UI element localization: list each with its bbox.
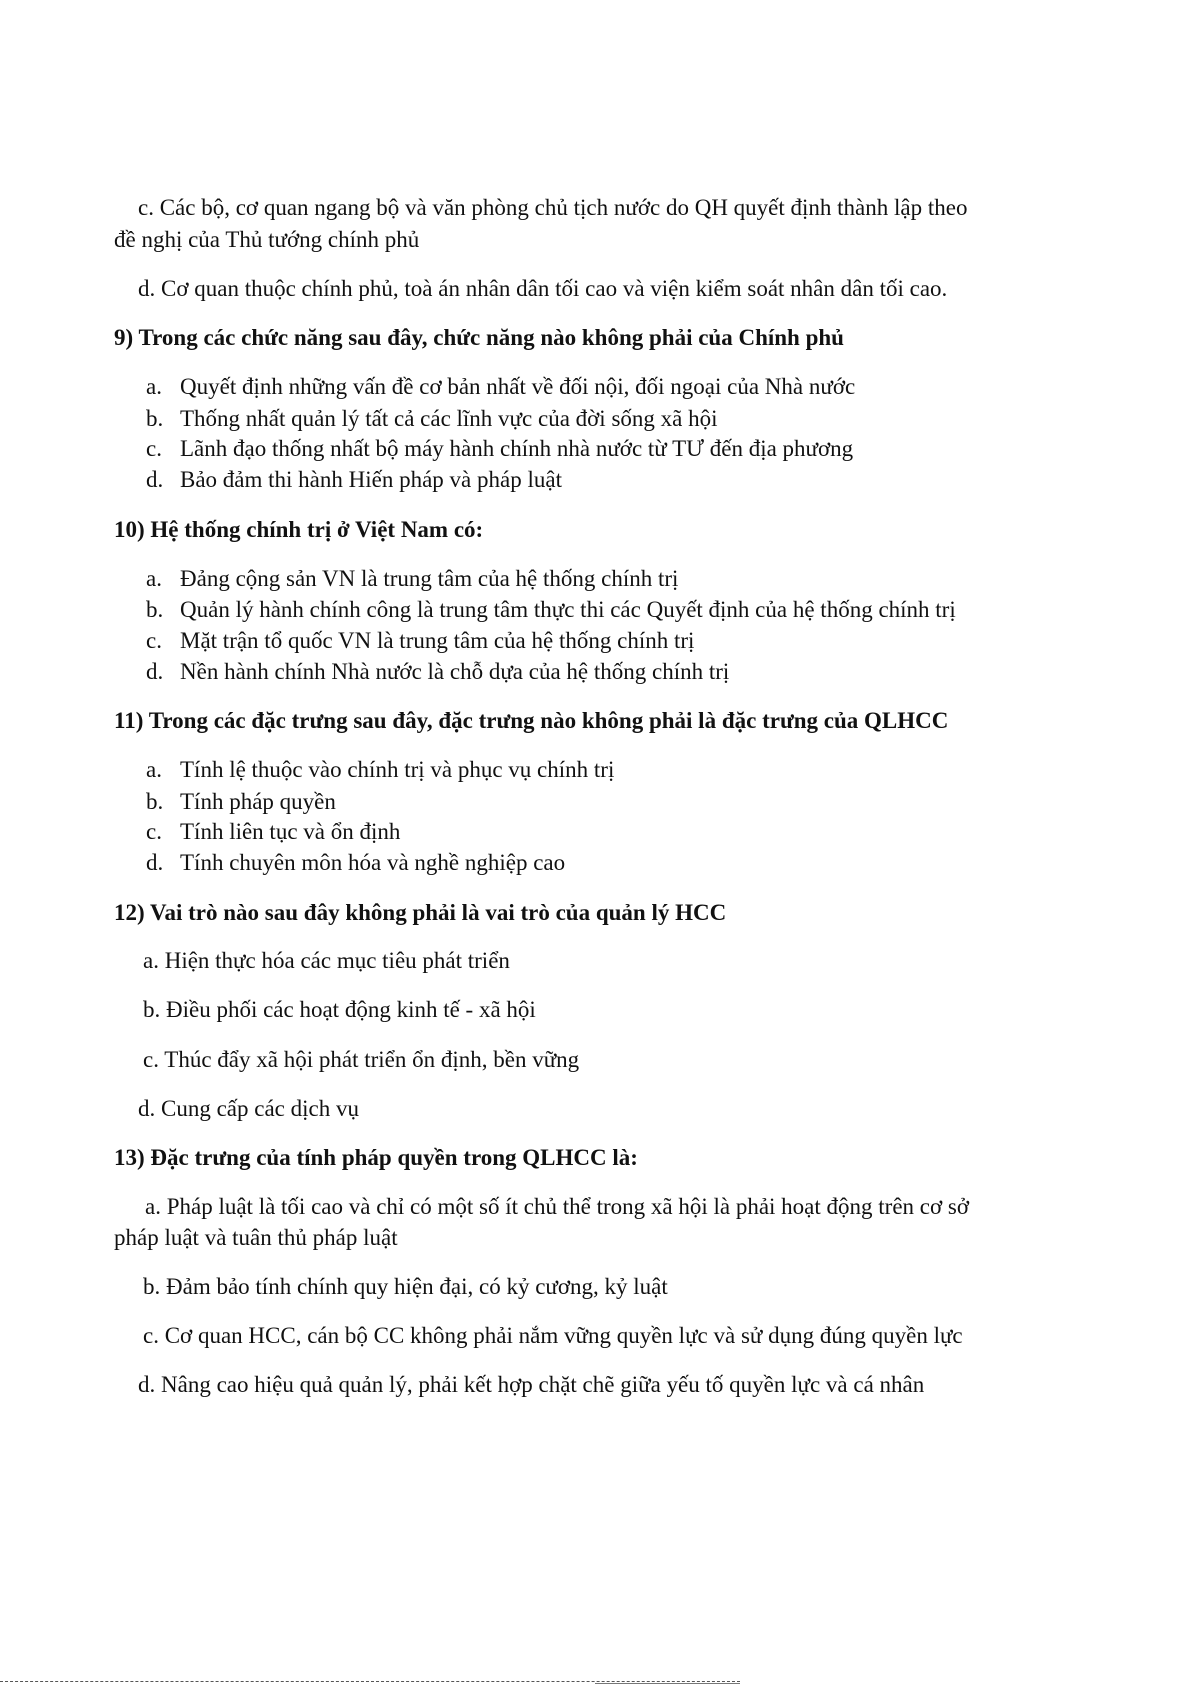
q9-option-d-text: Bảo đảm thi hành Hiến pháp và pháp luật: [180, 467, 562, 492]
q10-option-b-text: Quản lý hành chính công là trung tâm thực thi các Quyết định của hệ thống chính trị: [180, 597, 956, 622]
q13-option-d: d. Nâng cao hiệu quả quản lý, phải kết hợp chặt chẽ giữa yếu tố quyền lực và cá nhân: [138, 1372, 925, 1397]
q9-option-b-letter: b.: [146, 406, 164, 431]
q13-title: 13) Đặc trưng của tính pháp quyền trong QLHCC là:: [114, 1145, 638, 1170]
q9-option-a-text: Quyết định những vấn đề cơ bản nhất về đối nội, đối ngoại của Nhà nước: [180, 374, 856, 399]
q8-option-c-line1: c. Các bộ, cơ quan ngang bộ và văn phòng chủ tịch nước do QH quyết định thành lập theo: [138, 195, 968, 220]
q10-title: 10) Hệ thống chính trị ở Việt Nam có:: [114, 517, 484, 542]
q11-option-b-text: Tính pháp quyền: [180, 789, 336, 814]
q10-option-d-text: Nền hành chính Nhà nước là chỗ dựa của hệ thống chính trị: [180, 659, 730, 684]
q13-option-c: c. Cơ quan HCC, cán bộ CC không phải nắm vững quyền lực và sử dụng đúng quyền lực: [143, 1323, 963, 1348]
q11-option-b-letter: b.: [146, 789, 164, 814]
q11-option-c-letter: c.: [146, 819, 162, 844]
q11-option-d-text: Tính chuyên môn hóa và nghề nghiệp cao: [180, 850, 566, 875]
q9-option-b-text: Thống nhất quản lý tất cả các lĩnh vực của đời sống xã hội: [180, 406, 718, 431]
q9-option-a-letter: a.: [146, 374, 162, 399]
q11-title: 11) Trong các đặc trưng sau đây, đặc trưng nào không phải là đặc trưng của QLHCC: [114, 708, 949, 733]
q9-title: 9) Trong các chức năng sau đây, chức năng nào không phải của Chính phủ: [114, 325, 844, 350]
q9-option-c-text: Lãnh đạo thống nhất bộ máy hành chính nhà nước từ TƯ đến địa phương: [180, 436, 854, 461]
q12-title: 12) Vai trò nào sau đây không phải là vai trò của quản lý HCC: [114, 900, 727, 925]
q9-option-c-letter: c.: [146, 436, 162, 461]
q8-option-d: d. Cơ quan thuộc chính phủ, toà án nhân dân tối cao và viện kiểm soát nhân dân tối cao.: [138, 276, 948, 301]
q11-option-a-letter: a.: [146, 757, 162, 782]
q13-option-b: b. Đảm bảo tính chính quy hiện đại, có kỷ cương, kỷ luật: [143, 1274, 668, 1299]
q9-option-d-letter: d.: [146, 467, 164, 492]
q13-option-a-line2: pháp luật và tuân thủ pháp luật: [114, 1225, 398, 1250]
q11-option-a-text: Tính lệ thuộc vào chính trị và phục vụ chính trị: [180, 757, 615, 782]
q13-option-a-line1: a. Pháp luật là tối cao và chỉ có một số ít chủ thể trong xã hội là phải hoạt động trên cơ sở: [145, 1194, 970, 1219]
q10-option-c-letter: c.: [146, 628, 162, 653]
q10-option-a-letter: a.: [146, 566, 162, 591]
q10-option-a-text: Đảng cộng sản VN là trung tâm của hệ thống chính trị: [180, 566, 679, 591]
q12-option-a: a. Hiện thực hóa các mục tiêu phát triển: [143, 948, 510, 973]
q10-option-d-letter: d.: [146, 659, 164, 684]
page-bottom-rule-accent: [595, 1683, 740, 1684]
q11-option-d-letter: d.: [146, 850, 164, 875]
page-bottom-rule: [0, 1681, 740, 1682]
q12-option-b: b. Điều phối các hoạt động kinh tế - xã hội: [143, 997, 536, 1022]
q12-option-c: c. Thúc đẩy xã hội phát triển ổn định, bền vững: [143, 1047, 580, 1072]
q11-option-c-text: Tính liên tục và ổn định: [180, 819, 401, 844]
q8-option-c-line2: đề nghị của Thủ tướng chính phủ: [114, 227, 420, 252]
q10-option-b-letter: b.: [146, 597, 164, 622]
q10-option-c-text: Mặt trận tổ quốc VN là trung tâm của hệ thống chính trị: [180, 628, 695, 653]
q12-option-d: d. Cung cấp các dịch vụ: [138, 1096, 359, 1121]
